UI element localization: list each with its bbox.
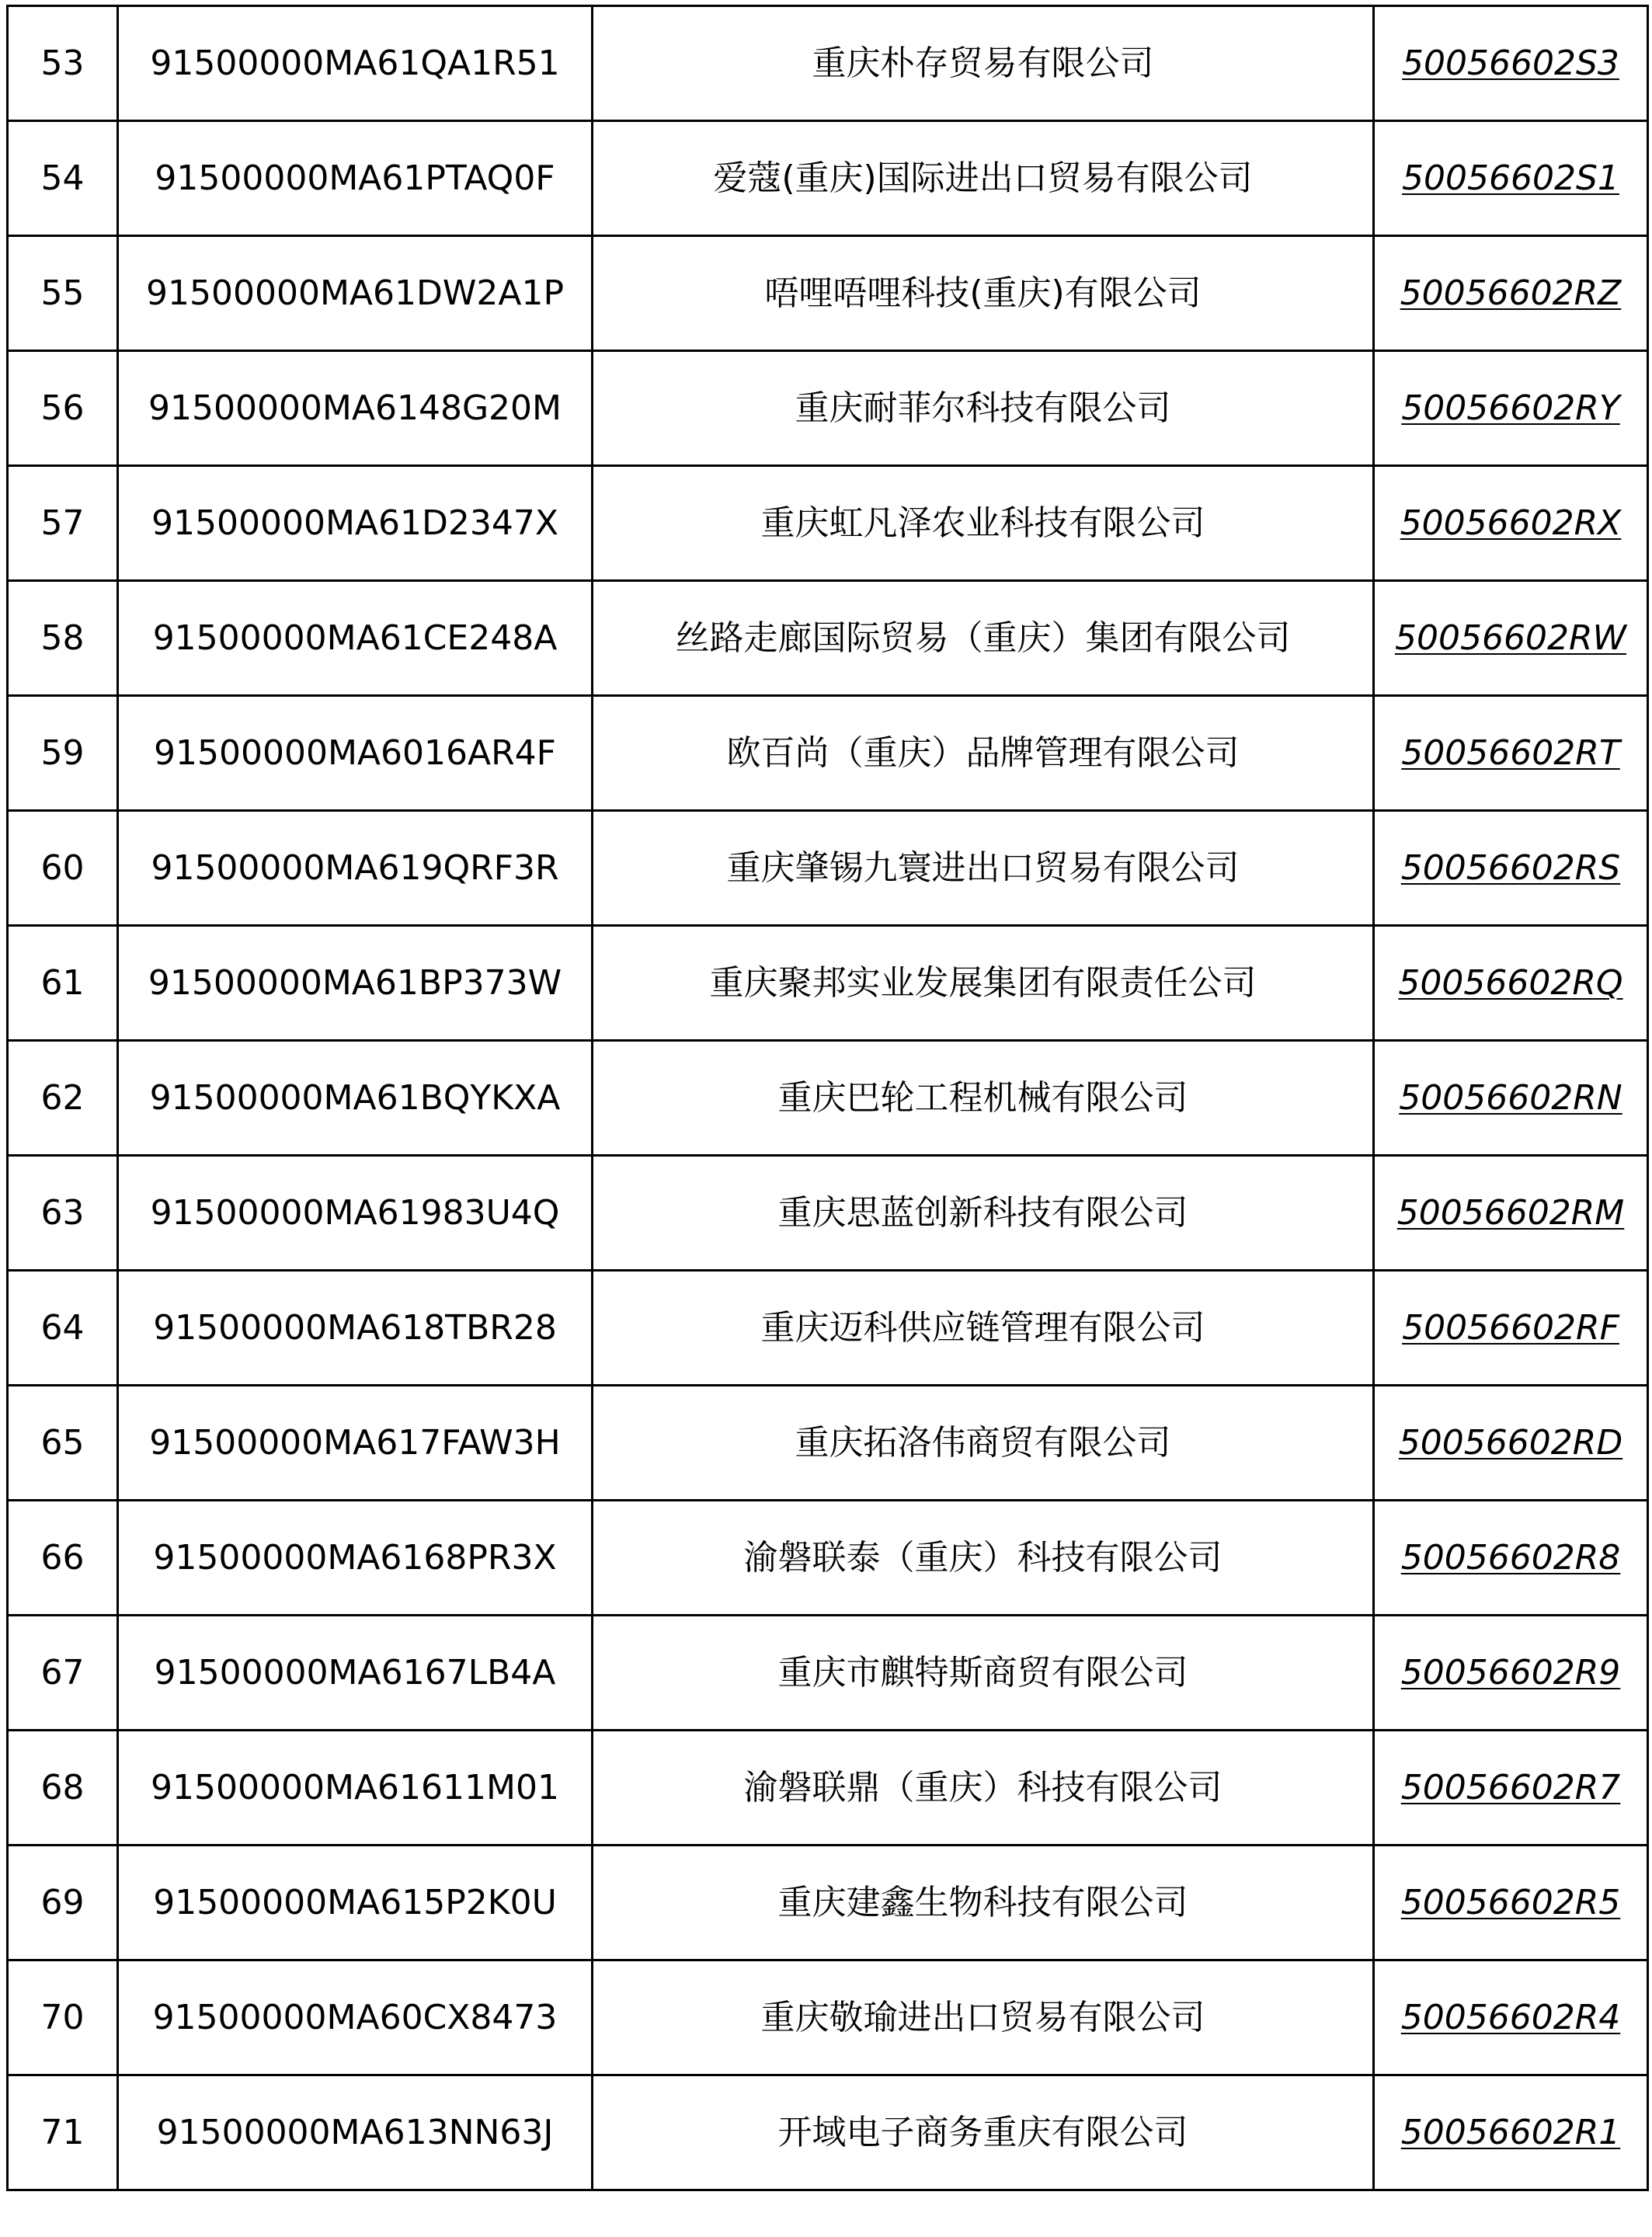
table-row	[8, 351, 1648, 466]
credit-code: 91500000MA617FAW3H	[118, 1386, 593, 1501]
table-row	[8, 1386, 1648, 1501]
credit-code: 91500000MA6148G20M	[118, 351, 593, 466]
company-name: 丝路走廊国际贸易（重庆）集团有限公司	[593, 581, 1374, 696]
row-number: 66	[8, 1501, 118, 1616]
customs-code-cell	[1374, 236, 1648, 351]
table-row	[8, 6, 1648, 121]
row-number: 54	[8, 121, 118, 236]
customs-code-link[interactable]: 50056602R9	[1400, 1652, 1621, 1693]
customs-code-link[interactable]: 50056602R1	[1400, 2112, 1621, 2152]
credit-code: 91500000MA613NN63J	[118, 2075, 593, 2190]
customs-code-link[interactable]: 50056602R4	[1400, 1997, 1621, 2037]
credit-code: 91500000MA61BQYKXA	[118, 1041, 593, 1156]
credit-code: 91500000MA60CX8473	[118, 1960, 593, 2075]
credit-code: 91500000MA6016AR4F	[118, 696, 593, 811]
table-row	[8, 1616, 1648, 1731]
customs-code-cell	[1374, 1156, 1648, 1271]
table-row	[8, 811, 1648, 926]
customs-code-link[interactable]: 50056602RW	[1394, 618, 1627, 658]
customs-code-link[interactable]: 50056602RF	[1402, 1307, 1619, 1348]
credit-code: 91500000MA615P2K0U	[118, 1846, 593, 1960]
credit-code: 91500000MA61QA1R51	[118, 6, 593, 121]
company-name: 重庆朴存贸易有限公司	[593, 6, 1374, 121]
company-name: 重庆迈科供应链管理有限公司	[593, 1271, 1374, 1386]
company-name: 重庆拓洛伟商贸有限公司	[593, 1386, 1374, 1501]
customs-code-cell	[1374, 581, 1648, 696]
row-number: 64	[8, 1271, 118, 1386]
table-row	[8, 1271, 1648, 1386]
row-number: 61	[8, 926, 118, 1041]
customs-code-link[interactable]: 50056602RS	[1400, 847, 1621, 888]
company-name: 欧百尚（重庆）品牌管理有限公司	[593, 696, 1374, 811]
table-body	[8, 6, 1648, 2190]
customs-code-link[interactable]: 50056602S3	[1402, 43, 1619, 83]
company-registry-table	[6, 5, 1649, 2191]
customs-code-link[interactable]: 50056602RY	[1401, 388, 1620, 428]
company-name: 开域电子商务重庆有限公司	[593, 2075, 1374, 2190]
customs-code-cell	[1374, 466, 1648, 581]
company-name: 唔哩唔哩科技(重庆)有限公司	[593, 236, 1374, 351]
row-number: 68	[8, 1731, 118, 1846]
customs-code-cell	[1374, 811, 1648, 926]
customs-code-cell	[1374, 6, 1648, 121]
customs-code-link[interactable]: 50056602R5	[1400, 1882, 1621, 1922]
credit-code: 91500000MA618TBR28	[118, 1271, 593, 1386]
table-row	[8, 926, 1648, 1041]
customs-code-cell	[1374, 351, 1648, 466]
table-row	[8, 1156, 1648, 1271]
customs-code-link[interactable]: 50056602R7	[1400, 1767, 1621, 1807]
row-number: 71	[8, 2075, 118, 2190]
credit-code: 91500000MA6168PR3X	[118, 1501, 593, 1616]
customs-code-link[interactable]: 50056602S1	[1402, 158, 1619, 198]
row-number: 53	[8, 6, 118, 121]
row-number: 69	[8, 1846, 118, 1960]
customs-code-cell	[1374, 1271, 1648, 1386]
table-row	[8, 121, 1648, 236]
customs-code-cell	[1374, 1386, 1648, 1501]
customs-code-cell	[1374, 1846, 1648, 1960]
company-name: 重庆思蓝创新科技有限公司	[593, 1156, 1374, 1271]
customs-code-link[interactable]: 50056602RZ	[1400, 273, 1622, 313]
credit-code: 91500000MA61D2347X	[118, 466, 593, 581]
row-number: 67	[8, 1616, 118, 1731]
customs-code-link[interactable]: 50056602R8	[1400, 1537, 1621, 1578]
customs-code-link[interactable]: 50056602RD	[1398, 1422, 1623, 1463]
customs-code-link[interactable]: 50056602RQ	[1398, 962, 1623, 1003]
customs-code-cell	[1374, 1616, 1648, 1731]
row-number: 70	[8, 1960, 118, 2075]
customs-code-link[interactable]: 50056602RX	[1400, 503, 1622, 543]
table-row	[8, 1846, 1648, 1960]
credit-code: 91500000MA61CE248A	[118, 581, 593, 696]
company-name: 重庆市麒特斯商贸有限公司	[593, 1616, 1374, 1731]
table-row	[8, 2075, 1648, 2190]
row-number: 65	[8, 1386, 118, 1501]
row-number: 57	[8, 466, 118, 581]
table-row	[8, 236, 1648, 351]
customs-code-cell	[1374, 1960, 1648, 2075]
credit-code: 91500000MA61DW2A1P	[118, 236, 593, 351]
credit-code: 91500000MA6167LB4A	[118, 1616, 593, 1731]
customs-code-cell	[1374, 1041, 1648, 1156]
company-name: 渝磐联泰（重庆）科技有限公司	[593, 1501, 1374, 1616]
row-number: 62	[8, 1041, 118, 1156]
company-name: 重庆聚邦实业发展集团有限责任公司	[593, 926, 1374, 1041]
row-number: 55	[8, 236, 118, 351]
row-number: 59	[8, 696, 118, 811]
company-name: 重庆敬瑜进出口贸易有限公司	[593, 1960, 1374, 2075]
credit-code: 91500000MA61983U4Q	[118, 1156, 593, 1271]
customs-code-link[interactable]: 50056602RM	[1396, 1192, 1625, 1233]
customs-code-cell	[1374, 121, 1648, 236]
company-name: 重庆耐菲尔科技有限公司	[593, 351, 1374, 466]
company-name: 渝磐联鼎（重庆）科技有限公司	[593, 1731, 1374, 1846]
row-number: 58	[8, 581, 118, 696]
table-row	[8, 1731, 1648, 1846]
customs-code-cell	[1374, 2075, 1648, 2190]
credit-code: 91500000MA61PTAQ0F	[118, 121, 593, 236]
table-row	[8, 1041, 1648, 1156]
customs-code-link[interactable]: 50056602RT	[1401, 732, 1620, 773]
customs-code-cell	[1374, 696, 1648, 811]
customs-code-link[interactable]: 50056602RN	[1399, 1077, 1622, 1118]
table-row	[8, 1960, 1648, 2075]
customs-code-cell	[1374, 926, 1648, 1041]
customs-code-cell	[1374, 1731, 1648, 1846]
row-number: 60	[8, 811, 118, 926]
table-row	[8, 696, 1648, 811]
table-row	[8, 1501, 1648, 1616]
row-number: 63	[8, 1156, 118, 1271]
company-name: 重庆肇锡九寰进出口贸易有限公司	[593, 811, 1374, 926]
company-name: 重庆巴轮工程机械有限公司	[593, 1041, 1374, 1156]
customs-code-cell	[1374, 1501, 1648, 1616]
company-name: 重庆虹凡泽农业科技有限公司	[593, 466, 1374, 581]
credit-code: 91500000MA61BP373W	[118, 926, 593, 1041]
credit-code: 91500000MA619QRF3R	[118, 811, 593, 926]
table-row	[8, 466, 1648, 581]
company-name: 爱蔻(重庆)国际进出口贸易有限公司	[593, 121, 1374, 236]
credit-code: 91500000MA61611M01	[118, 1731, 593, 1846]
row-number: 56	[8, 351, 118, 466]
company-name: 重庆建鑫生物科技有限公司	[593, 1846, 1374, 1960]
table-row	[8, 581, 1648, 696]
